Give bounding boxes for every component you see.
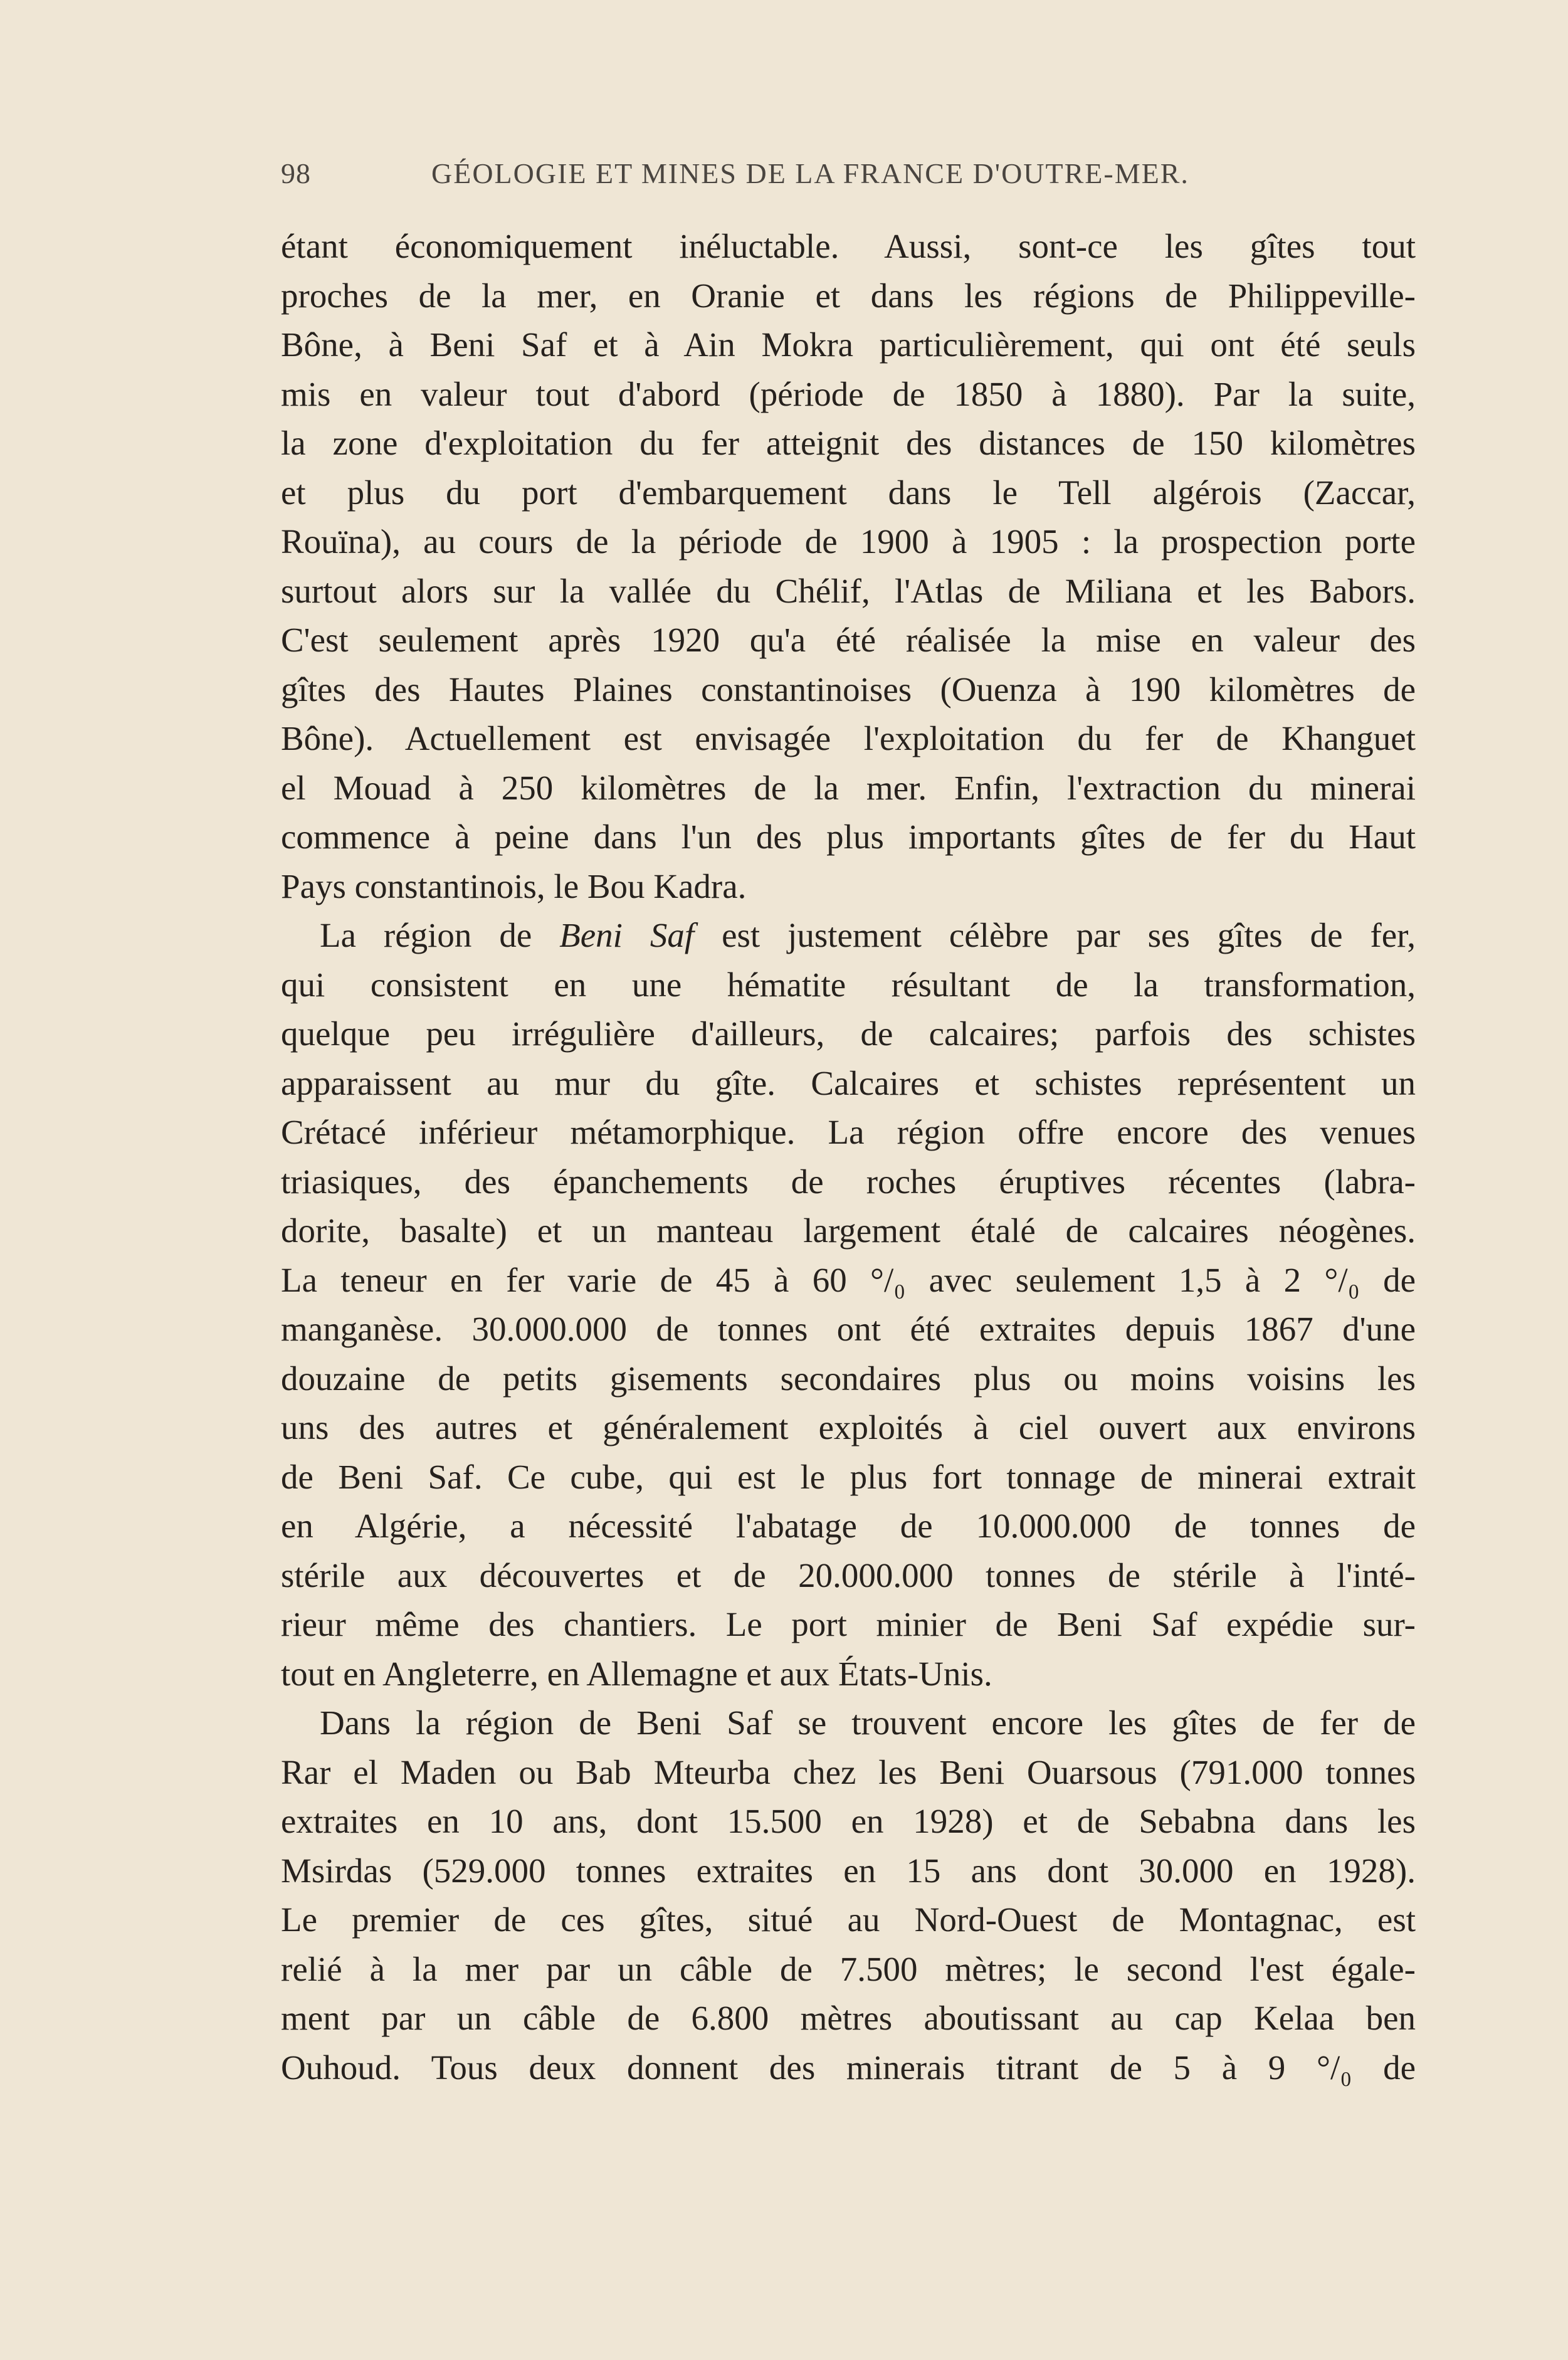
text-line: gîtes des Hautes Plaines constantinoises (Ouenza à 190 kilomètres de	[281, 670, 1416, 709]
text-line: Ouhoud. Tous deux donnent des minerais titrant de 5 à 9 °/₀ de	[281, 2048, 1416, 2087]
page-number: 98	[281, 157, 311, 189]
text-line: quelque peu irrégulière d'ailleurs, de calcaires; parfois des schistes	[281, 1014, 1416, 1053]
text-line: ment par un câble de 6.800 mètres aboutissant au cap Kelaa ben	[281, 1999, 1416, 2037]
text-line: dorite, basalte) et un manteau largement étalé de calcaires néogènes.	[281, 1211, 1416, 1250]
text-line: uns des autres et généralement exploités à ciel ouvert aux environs	[281, 1408, 1416, 1446]
text-line: Dans la région de Beni Saf se trouvent encore les gîtes de fer de	[320, 1704, 1416, 1742]
text-line: Rouïna), au cours de la période de 1900 à 1905 : la prospection porte	[281, 522, 1416, 561]
text-line: proches de la mer, en Oranie et dans les régions de Philippeville-	[281, 276, 1416, 315]
text-run: est justement célèbre par ses gîtes de fer,	[694, 916, 1416, 954]
text-line: surtout alors sur la vallée du Chélif, l'Atlas de Miliana et les Babors.	[281, 571, 1416, 610]
paragraph-1	[281, 222, 1416, 911]
text-line: stérile aux découvertes et de 20.000.000 tonnes de stérile à l'inté-	[281, 1556, 1416, 1594]
text-line: de Beni Saf. Ce cube, qui est le plus fort tonnage de minerai extrait	[281, 1457, 1416, 1496]
text-line: et plus du port d'embarquement dans le Tell algérois (Zaccar,	[281, 473, 1416, 512]
text-line: Pays constantinois, le Bou Kadra.	[281, 867, 747, 905]
text-line: tout en Angleterre, en Allemagne et aux États-Unis.	[281, 1654, 992, 1693]
text-line: apparaissent au mur du gîte. Calcaires et schistes représentent un	[281, 1063, 1416, 1102]
text-line: qui consistent en une hématite résultant de la transformation,	[281, 965, 1416, 1004]
text-line: Crétacé inférieur métamorphique. La région offre encore des venues	[281, 1113, 1416, 1151]
text-line: relié à la mer par un câble de 7.500 mètres; le second l'est égale-	[281, 1949, 1416, 1988]
text-line: manganèse. 30.000.000 de tonnes ont été extraites depuis 1867 d'une	[281, 1310, 1416, 1348]
text-line: en Algérie, a nécessité l'abatage de 10.000.000 de tonnes de	[281, 1507, 1416, 1545]
text-line: mis en valeur tout d'abord (période de 1850 à 1880). Par la suite,	[281, 374, 1416, 413]
text-line: la zone d'exploitation du fer atteignit des distances de 150 kilomètres	[281, 424, 1416, 462]
text-line: C'est seulement après 1920 qu'a été réalisée la mise en valeur des	[281, 621, 1416, 659]
body-text	[281, 222, 1416, 2092]
text-line: triasiques, des épanchements de roches éruptives récentes (labra-	[281, 1162, 1416, 1201]
text-line: rieur même des chantiers. Le port minier de Beni Saf expédie sur-	[281, 1605, 1416, 1643]
running-title: GÉOLOGIE ET MINES DE LA FRANCE D'OUTRE-MER.	[431, 157, 1189, 189]
text-line: el Mouad à 250 kilomètres de la mer. Enfin, l'extraction du minerai	[281, 768, 1416, 807]
text-line: La teneur en fer varie de 45 à 60 °/₀ avec seulement 1,5 à 2 °/₀ de	[281, 1260, 1416, 1299]
text-line: Le premier de ces gîtes, situé au Nord-Ouest de Montagnac, est	[281, 1900, 1416, 1939]
text-line	[281, 911, 1416, 961]
text-line: Bône). Actuellement est envisagée l'exploitation du fer de Khanguet	[281, 719, 1416, 757]
paragraph-3	[281, 1699, 1416, 2092]
place-name-italic: Beni Saf	[559, 916, 695, 954]
text-line: Msirdas (529.000 tonnes extraites en 15 ans dont 30.000 en 1928).	[281, 1851, 1416, 1890]
text-run: La région de	[320, 916, 560, 954]
text-line: commence à peine dans l'un des plus importants gîtes de fer du Haut	[281, 818, 1416, 856]
text-line: extraites en 10 ans, dont 15.500 en 1928) et de Sebabna dans les	[281, 1802, 1416, 1840]
text-line: Rar el Maden ou Bab Mteurba chez les Beni Ouarsous (791.000 tonnes	[281, 1752, 1416, 1791]
paragraph-2	[281, 911, 1416, 1699]
text-line: douzaine de petits gisements secondaires plus ou moins voisins les	[281, 1359, 1416, 1398]
text-line: Bône, à Beni Saf et à Ain Mokra particulièrement, qui ont été seuls	[281, 325, 1416, 364]
page-header	[281, 157, 1259, 201]
text-line: étant économiquement inéluctable. Aussi, sont-ce les gîtes tout	[281, 227, 1416, 265]
